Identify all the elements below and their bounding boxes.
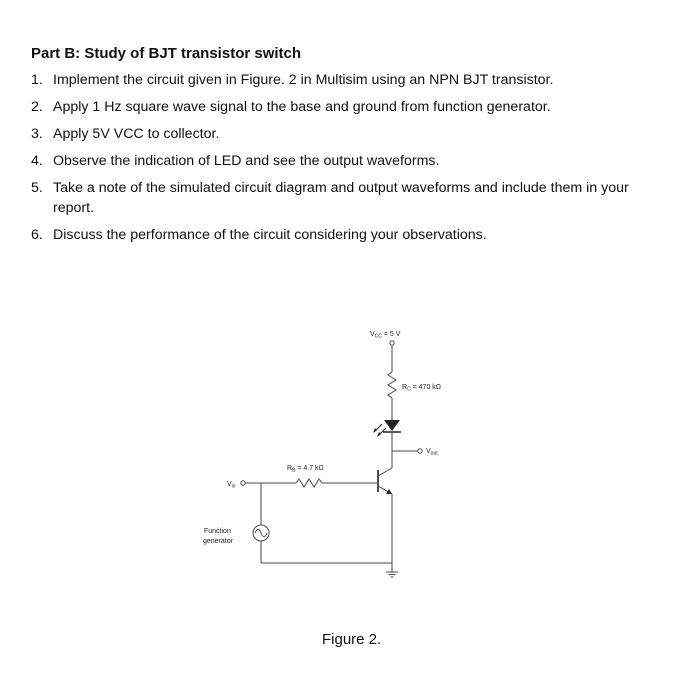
item-text: Apply 1 Hz square wave signal to the base and ground from function generator.: [53, 99, 551, 115]
item-number: 4.: [31, 153, 43, 169]
item-text: Observe the indication of LED and see the output waveforms.: [53, 153, 440, 169]
vin-terminal: [241, 481, 245, 485]
rb-label: $R_B = 4.7$ kΩ: [287, 465, 324, 474]
vcc-terminal: [390, 341, 394, 345]
item-number: 2.: [31, 99, 43, 115]
section-title: Part B: Study of BJT transistor switch: [31, 45, 302, 62]
generator-label-line1: Function: [204, 528, 231, 535]
base-resistor: [296, 479, 322, 487]
item-number: 3.: [31, 126, 43, 142]
vin-label: $V_{in}$: [227, 481, 236, 490]
item-number: 6.: [31, 227, 43, 243]
item-number: 1.: [31, 72, 43, 88]
collector-resistor: [388, 372, 396, 398]
item-text: Implement the circuit given in Figure. 2 in Multisim using an NPN BJT transistor.: [53, 72, 554, 88]
item-text: Apply 5V VCC to collector.: [53, 126, 220, 142]
item-text: Take a note of the simulated circuit diagram and output waveforms and include them in your report.: [53, 180, 629, 216]
item-number: 5.: [31, 180, 43, 196]
npn-transistor-icon: [378, 468, 392, 494]
vcc-label: $V_{CC} = 5$ V: [370, 331, 401, 340]
figure-caption: Figure 2.: [322, 631, 382, 648]
generator-label-line2: generator: [203, 538, 233, 545]
rc-label: $R_C = 470$ kΩ: [402, 384, 442, 393]
led-icon: [373, 420, 401, 437]
vout-label: $V_{out}$: [426, 448, 438, 457]
vout-terminal: [418, 449, 422, 453]
ground-icon: [386, 572, 398, 577]
item-text: Discuss the performance of the circuit considering your observations.: [53, 227, 487, 243]
